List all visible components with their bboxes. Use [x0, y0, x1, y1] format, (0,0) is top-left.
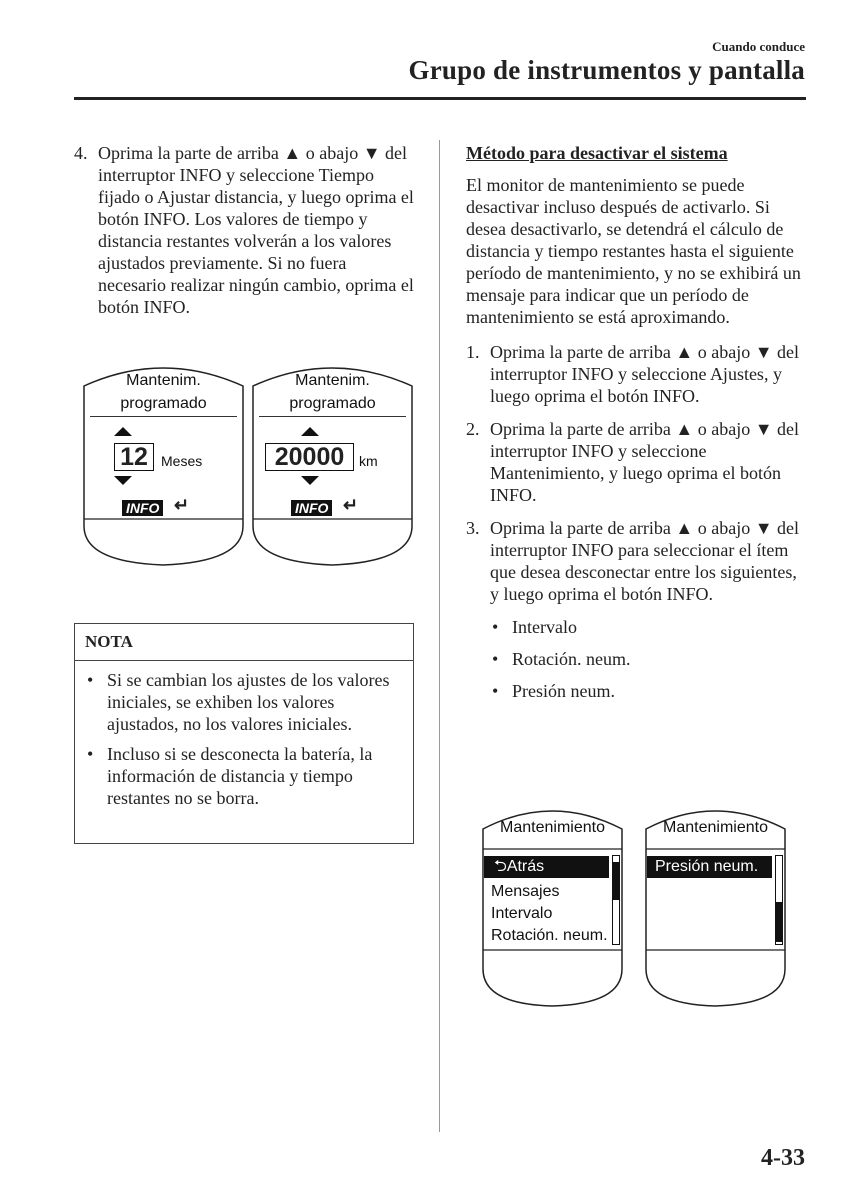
display-maintenance-menu — [481, 807, 644, 1010]
bullet-icon: • — [492, 617, 499, 637]
scrollbar-thumb[interactable] — [613, 862, 619, 900]
step-number: 2. — [466, 419, 480, 439]
display-title-line1: Mantenim. — [295, 372, 370, 389]
menu-item-messages[interactable]: Mensajes — [491, 883, 560, 900]
menu-item-back[interactable]: ⮌Atrás — [484, 856, 609, 878]
display-maintenance-tire-pressure — [644, 807, 807, 1010]
note-box — [74, 623, 414, 844]
display-title-line1: Mantenim. — [126, 372, 201, 389]
step-number: 1. — [466, 342, 480, 362]
bullet-icon: • — [87, 670, 94, 690]
step-number: 4. — [74, 143, 88, 163]
menu-scrollbar[interactable] — [775, 855, 783, 945]
value-unit: km — [359, 453, 378, 469]
display-distance — [251, 364, 414, 567]
step-text: Oprima la parte de arriba ▲ o abajo ▼ del interruptor INFO para seleccionar el ítem que desea desconectar entre los siguientes, y luego oprima el botón INFO. — [490, 518, 800, 604]
bullet-icon: • — [492, 649, 499, 669]
menu-title: Mantenimiento — [663, 819, 768, 836]
value-box: 20000 — [265, 443, 354, 471]
right-column — [466, 142, 808, 702]
option-item — [490, 648, 808, 670]
step-2 — [466, 418, 808, 506]
section-label: Cuando conduce — [712, 39, 805, 54]
page-number: 4-33 — [761, 1145, 805, 1171]
option-text: Intervalo — [512, 617, 577, 637]
value-unit: Meses — [161, 453, 203, 469]
enter-icon: ↵ — [174, 495, 190, 515]
intro-paragraph: El monitor de mantenimiento se puede desactivar incluso después de activarlo. Si desea desactivarlo, se detendrá el cálculo de distancia y tiempo restantes hasta el siguiente período de mantenimiento, y no se exhibirá un mensaje para indicar que un período de mantenimiento se está aproximando. — [466, 175, 801, 327]
menu-item-tire-pressure[interactable]: Presión neum. — [647, 856, 772, 878]
display-divider — [90, 416, 237, 417]
option-text: Presión neum. — [512, 681, 615, 701]
option-text: Rotación. neum. — [512, 649, 631, 669]
bullet-icon: • — [87, 744, 94, 764]
menu-item-tire-rotation[interactable]: Rotación. neum. — [491, 927, 608, 944]
step-1 — [466, 341, 808, 407]
column-separator — [439, 140, 440, 1132]
value-box: 12 — [114, 443, 154, 471]
step-4 — [74, 142, 414, 318]
section-heading: Método para desactivar el sistema — [466, 143, 728, 163]
up-arrow-icon — [114, 427, 132, 436]
up-arrow-icon — [301, 427, 319, 436]
info-badge: INFO — [122, 500, 163, 516]
info-badge: INFO — [291, 500, 332, 516]
step-3 — [466, 517, 808, 605]
step-text: Oprima la parte de arriba ▲ o abajo ▼ del interruptor INFO y seleccione Mantenimiento, y luego oprima el botón INFO. — [490, 419, 800, 505]
step-text: Oprima la parte de arriba ▲ o abajo ▼ del interruptor INFO y seleccione Ajustes, y luego oprima el botón INFO. — [490, 342, 800, 406]
option-item — [490, 616, 808, 638]
display-divider — [259, 416, 406, 417]
bullet-icon: • — [492, 681, 499, 701]
step-number: 3. — [466, 518, 480, 538]
left-column — [74, 142, 414, 318]
note-item — [85, 669, 403, 735]
down-arrow-icon — [114, 476, 132, 485]
display-months — [82, 364, 245, 567]
option-item — [490, 680, 808, 702]
header-rule — [74, 97, 806, 100]
display-title-line2: programado — [289, 395, 376, 412]
note-text: Incluso si se desconecta la batería, la información de distancia y tiempo restantes no se borra. — [107, 744, 373, 808]
down-arrow-icon — [301, 476, 319, 485]
note-heading: NOTA — [75, 624, 413, 661]
menu-scrollbar[interactable] — [612, 855, 620, 945]
step-text: Oprima la parte de arriba ▲ o abajo ▼ del interruptor INFO y seleccione Tiempo fijado o Ajustar distancia, y luego oprima el botón INFO. Los valores de tiempo y distancia restantes volverán a los valores ajustados previamente. Si no fuera necesario realizar ningún cambio, oprima el botón INFO. — [98, 143, 414, 317]
scrollbar-thumb[interactable] — [776, 902, 782, 942]
note-item — [85, 743, 403, 809]
note-text: Si se cambian los ajustes de los valores iniciales, se exhiben los valores ajustados, no los valores iniciales. — [107, 670, 390, 734]
display-title-line2: programado — [120, 395, 207, 412]
menu-title: Mantenimiento — [500, 819, 605, 836]
page-title: Grupo de instrumentos y pantalla — [408, 55, 805, 85]
menu-item-interval[interactable]: Intervalo — [491, 905, 553, 922]
enter-icon: ↵ — [343, 495, 359, 515]
